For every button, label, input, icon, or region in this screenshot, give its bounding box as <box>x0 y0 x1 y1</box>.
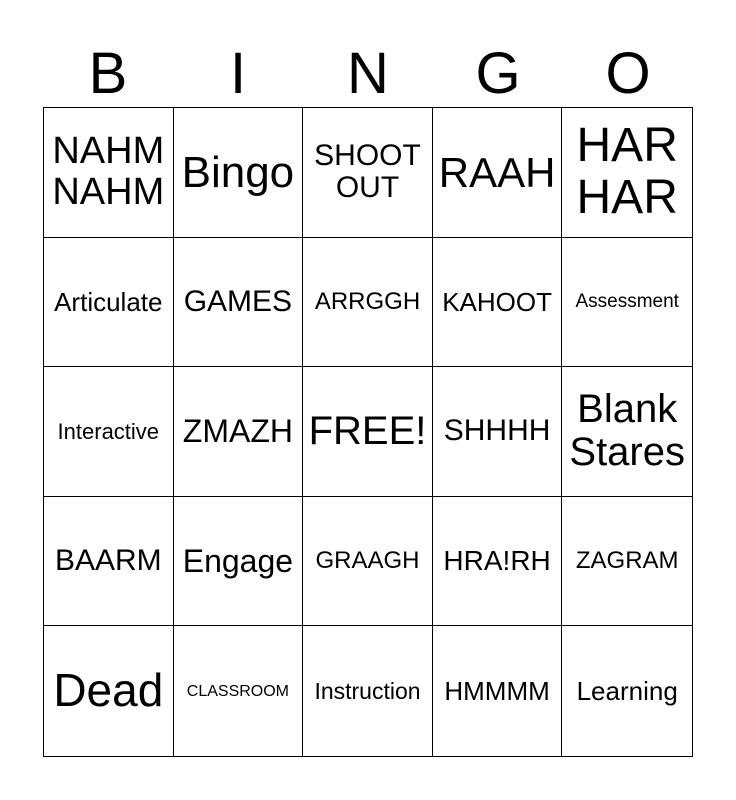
bingo-cell-label: Articulate <box>54 286 163 317</box>
bingo-cell-label: ZAGRAM <box>575 547 679 575</box>
bingo-cell-label: Interactive <box>57 418 160 444</box>
bingo-cell[interactable] <box>174 238 304 368</box>
header-letter-n: N <box>347 41 389 106</box>
bingo-cell-label: Engage <box>182 542 294 579</box>
bingo-cell-label: SHOOT OUT <box>314 138 421 205</box>
bingo-cell[interactable] <box>433 108 563 238</box>
bingo-cell[interactable] <box>562 108 692 238</box>
bingo-cell[interactable] <box>433 497 563 627</box>
bingo-cell[interactable] <box>44 238 174 368</box>
header-letter-i: I <box>229 41 247 106</box>
bingo-cell[interactable] <box>44 108 174 238</box>
bingo-cell-label: Dead <box>53 664 164 717</box>
bingo-cell[interactable] <box>44 367 174 497</box>
bingo-cell-label: GAMES <box>183 284 293 318</box>
bingo-cell-label: RAAH <box>438 148 556 196</box>
bingo-cell-label: NAHM NAHM <box>52 130 165 214</box>
bingo-cell-label: GRAAGH <box>315 547 420 575</box>
bingo-cell[interactable] <box>562 238 692 368</box>
bingo-cell[interactable] <box>303 367 433 497</box>
bingo-cell-label: Assessment <box>575 290 679 312</box>
bingo-cell-label: HMMMM <box>444 676 550 707</box>
bingo-cell[interactable] <box>433 626 563 756</box>
bingo-cell-label: Instruction <box>314 677 421 704</box>
bingo-cell-label: Bingo <box>181 147 295 197</box>
bingo-cell-label: FREE! <box>308 408 427 453</box>
bingo-cell[interactable] <box>562 497 692 627</box>
bingo-header <box>43 40 693 108</box>
bingo-cell-label: ZMAZH <box>182 413 293 450</box>
bingo-cell-label: BAARM <box>54 543 162 577</box>
bingo-cell-label: ARRGGH <box>314 287 421 315</box>
bingo-cell[interactable] <box>174 108 304 238</box>
bingo-cell[interactable] <box>44 626 174 756</box>
header-letter-o: O <box>605 41 651 106</box>
header-letter-b: B <box>88 41 128 106</box>
bingo-board <box>43 107 693 757</box>
bingo-cell[interactable] <box>174 626 304 756</box>
bingo-cell[interactable] <box>433 238 563 368</box>
bingo-cell-label: KAHOOT <box>442 286 552 317</box>
bingo-cell[interactable] <box>303 626 433 756</box>
bingo-cell[interactable] <box>303 497 433 627</box>
bingo-cell-label: Blank Stares <box>569 387 685 475</box>
bingo-cell[interactable] <box>44 497 174 627</box>
bingo-cell[interactable] <box>303 238 433 368</box>
bingo-cell[interactable] <box>562 367 692 497</box>
bingo-cell-label: SHHHH <box>443 414 551 448</box>
bingo-cell[interactable] <box>174 497 304 627</box>
bingo-cell[interactable] <box>562 626 692 756</box>
bingo-cell-label: CLASSROOM <box>186 682 290 700</box>
bingo-cell[interactable] <box>303 108 433 238</box>
bingo-cell-label: Learning <box>576 676 678 707</box>
bingo-cell-label: HRA!RH <box>443 544 551 576</box>
header-letter-g: G <box>475 41 521 106</box>
bingo-cell[interactable] <box>174 367 304 497</box>
bingo-cell[interactable] <box>433 367 563 497</box>
bingo-cell-label: HAR HAR <box>576 119 678 225</box>
